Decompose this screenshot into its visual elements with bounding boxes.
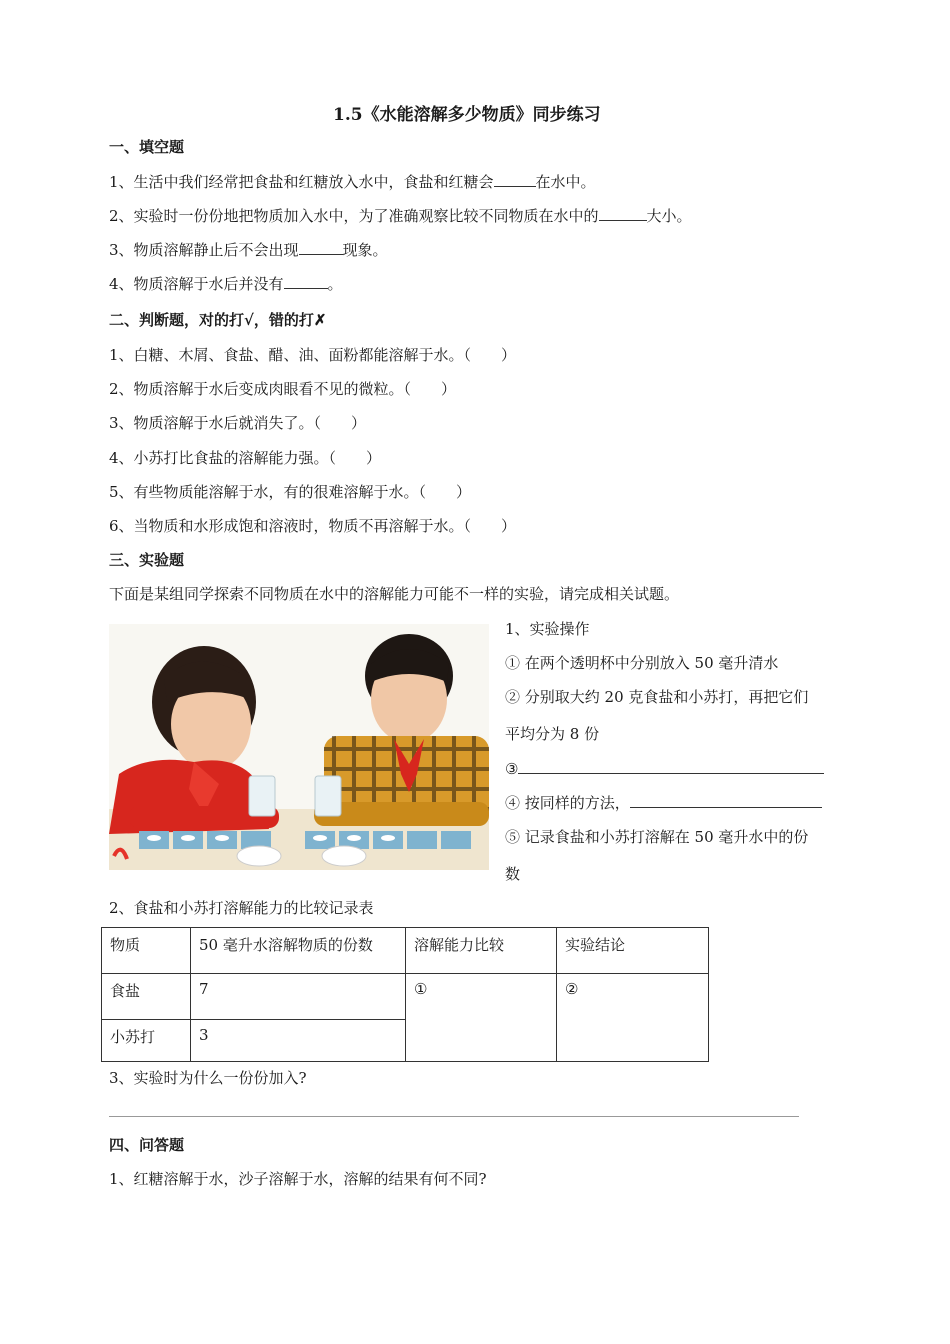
- conclusion-answer-cell[interactable]: ②: [557, 974, 709, 1062]
- operation-step-4-text: ④ 按同样的方法，: [505, 794, 630, 812]
- fill-question-2-tail: 大小。: [646, 207, 692, 225]
- fill-question-1-tail: 在水中。: [535, 173, 596, 191]
- answer-blank[interactable]: [599, 206, 647, 221]
- judge-item: 5、有些物质能溶解于水，有的很难溶解于水。（ ）: [109, 483, 472, 501]
- judge-item: 6、当物质和水形成饱和溶液时，物质不再溶解于水。（ ）: [109, 517, 517, 535]
- children-experiment-illustration: [109, 624, 489, 870]
- fill-question-4: [109, 273, 343, 294]
- operation-step-5-cont: 数: [505, 865, 521, 883]
- operation-step-4: [505, 792, 822, 813]
- fill-question-3-tail: 现象。: [342, 241, 388, 259]
- record-table: [101, 927, 709, 1062]
- operation-step-2-cont: 平均分为 8 份: [505, 725, 600, 743]
- qa-question-1: 1、红糖溶解于水，沙子溶解于水，溶解的结果有何不同?: [109, 1170, 487, 1188]
- compare-answer-cell[interactable]: ①: [406, 974, 557, 1062]
- fill-question-1-text: 1、生活中我们经常把食盐和红糖放入水中，食盐和红糖会: [109, 173, 494, 191]
- operation-step-2: ② 分别取大约 20 克食盐和小苏打，再把它们: [505, 688, 809, 706]
- answer-line[interactable]: [109, 1116, 799, 1117]
- judge-item: 4、小苏打比食盐的溶解能力强。（ ）: [109, 449, 382, 467]
- page-title: 1.5《水能溶解多少物质》同步练习: [333, 105, 601, 125]
- experiment-intro: 下面是某组同学探索不同物质在水中的溶解能力可能不一样的实验，请完成相关试题。: [109, 585, 680, 603]
- judge-item: 2、物质溶解于水后变成肉眼看不见的微粒。（ ）: [109, 380, 457, 398]
- table-cell: 食盐: [102, 974, 191, 1020]
- table-cell: 小苏打: [102, 1020, 191, 1062]
- section-experiment-heading: 三、实验题: [109, 551, 185, 569]
- operation-title: 1、实验操作: [505, 620, 590, 638]
- table-header: 物质: [102, 928, 191, 974]
- record-table-title: 2、食盐和小苏打溶解能力的比较记录表: [109, 899, 374, 917]
- table-header: 50 毫升水溶解物质的份数: [191, 928, 406, 974]
- operation-step-3: [505, 759, 824, 778]
- operation-step-5: ⑤ 记录食盐和小苏打溶解在 50 毫升水中的份: [505, 828, 809, 846]
- section-judge-heading: 二、判断题，对的打√，错的打✗: [109, 311, 327, 329]
- section-qa-heading: 四、问答题: [109, 1136, 185, 1154]
- judge-item: 1、白糖、木屑、食盐、醋、油、面粉都能溶解于水。（ ）: [109, 346, 517, 364]
- answer-blank[interactable]: [518, 759, 824, 774]
- answer-blank[interactable]: [494, 172, 536, 187]
- answer-blank[interactable]: [284, 274, 328, 289]
- experiment-photo: [109, 624, 489, 870]
- fill-question-3: [109, 239, 388, 260]
- experiment-question-3: 3、实验时为什么一份份加入?: [109, 1069, 307, 1087]
- fill-question-4-tail: 。: [327, 275, 343, 293]
- table-header: 溶解能力比较: [406, 928, 557, 974]
- fill-question-3-text: 3、物质溶解静止后不会出现: [109, 241, 299, 259]
- operation-step-3-marker: ③: [505, 760, 519, 778]
- fill-question-4-text: 4、物质溶解于水后并没有: [109, 275, 284, 293]
- fill-question-1: [109, 171, 596, 192]
- fill-question-2-text: 2、实验时一份份地把物质加入水中，为了准确观察比较不同物质在水中的: [109, 207, 599, 225]
- operation-step-1: ① 在两个透明杯中分别放入 50 毫升清水: [505, 654, 779, 672]
- section-fill-blank-heading: 一、填空题: [109, 138, 185, 156]
- table-cell: 3: [191, 1020, 406, 1062]
- table-header: 实验结论: [557, 928, 709, 974]
- judge-item: 3、物质溶解于水后就消失了。（ ）: [109, 414, 367, 432]
- answer-blank[interactable]: [630, 793, 822, 808]
- fill-question-2: [109, 205, 692, 226]
- answer-blank[interactable]: [299, 240, 343, 255]
- table-cell: 7: [191, 974, 406, 1020]
